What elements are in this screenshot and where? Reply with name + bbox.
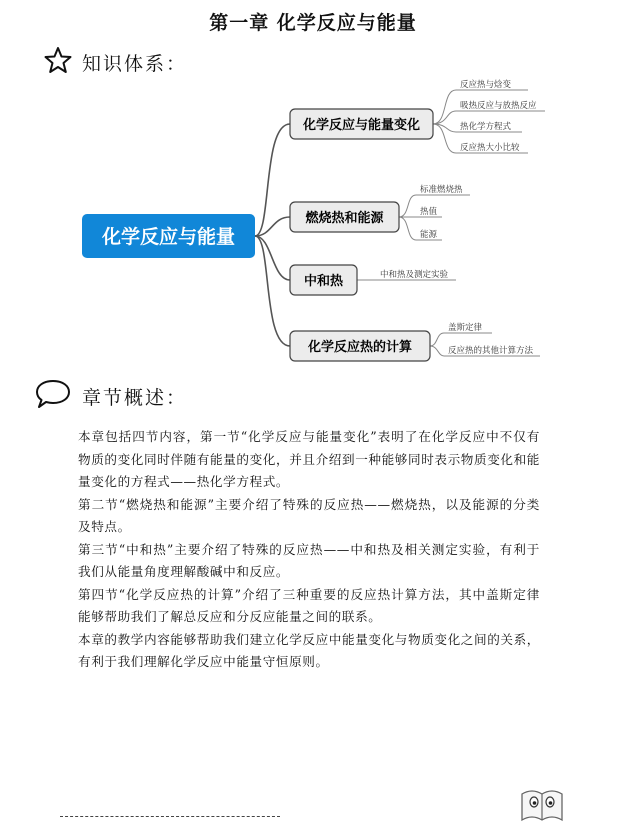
leaf-label: 吸热反应与放热反应 bbox=[460, 101, 537, 111]
leaf-label: 热化学方程式 bbox=[460, 122, 512, 132]
knowledge-heading-label: 知识体系： bbox=[82, 52, 188, 75]
leaf-label: 反应热的其他计算方法 bbox=[448, 346, 534, 356]
branch-1 bbox=[290, 109, 433, 139]
open-book-icon bbox=[518, 780, 566, 832]
leaf-label: 标准燃烧热 bbox=[420, 185, 463, 195]
branch-label: 化学反应热的计算 bbox=[307, 340, 413, 355]
overview-paragraph: 本章包括四节内容，第一节“化学反应与能量变化”表明了在化学反应中不仅有物质的变化同时伴随有能量的变化，并且介绍到一种能够同时表示物质变化和能量变化的方程式——热化学方程式。 bbox=[78, 429, 540, 489]
mindmap-root bbox=[82, 214, 255, 258]
branch-label: 化学反应与能量变化 bbox=[302, 118, 421, 133]
speech-bubble-icon bbox=[34, 377, 72, 415]
leaf-label: 能源 bbox=[420, 230, 438, 240]
root-label: 化学反应与能量 bbox=[101, 226, 236, 248]
footer-divider bbox=[60, 816, 280, 817]
branch-4 bbox=[290, 331, 430, 361]
leaf-label: 中和热及测定实验 bbox=[380, 270, 449, 280]
leaf-label: 反应热与焓变 bbox=[460, 80, 512, 90]
chapter-overview bbox=[78, 426, 540, 674]
branch-label: 燃烧热和能源 bbox=[305, 211, 384, 226]
overview-heading-label: 章节概述： bbox=[82, 386, 188, 409]
overview-paragraph: 本章的教学内容能够帮助我们建立化学反应中能量变化与物质变化之间的关系，有利于我们理解化学反应中能量守恒原则。 bbox=[78, 631, 540, 669]
page-title: 第一章 化学反应与能量 bbox=[209, 12, 417, 34]
overview-paragraph: 第二节“燃烧热和能源”主要介绍了特殊的反应热——燃烧热，以及能源的分类及特点。 bbox=[78, 496, 540, 534]
leaf-label: 热值 bbox=[420, 207, 438, 217]
leaf-label: 反应热大小比较 bbox=[460, 143, 520, 153]
overview-heading bbox=[34, 377, 187, 415]
overview-paragraph: 第四节“化学反应热的计算”介绍了三种重要的反应热计算方法，其中盖斯定律能够帮助我们了解总反应和分反应能量之间的联系。 bbox=[78, 586, 540, 624]
branch-2 bbox=[290, 202, 399, 232]
branch-label: 中和热 bbox=[303, 274, 344, 289]
branch-3 bbox=[290, 265, 357, 295]
mind-map bbox=[0, 60, 626, 380]
overview-paragraph: 第三节“中和热”主要介绍了特殊的反应热——中和热及相关测定实验，有利于我们从能量角度理解酸碱中和反应。 bbox=[78, 541, 540, 579]
leaf-label: 盖斯定律 bbox=[448, 323, 483, 333]
